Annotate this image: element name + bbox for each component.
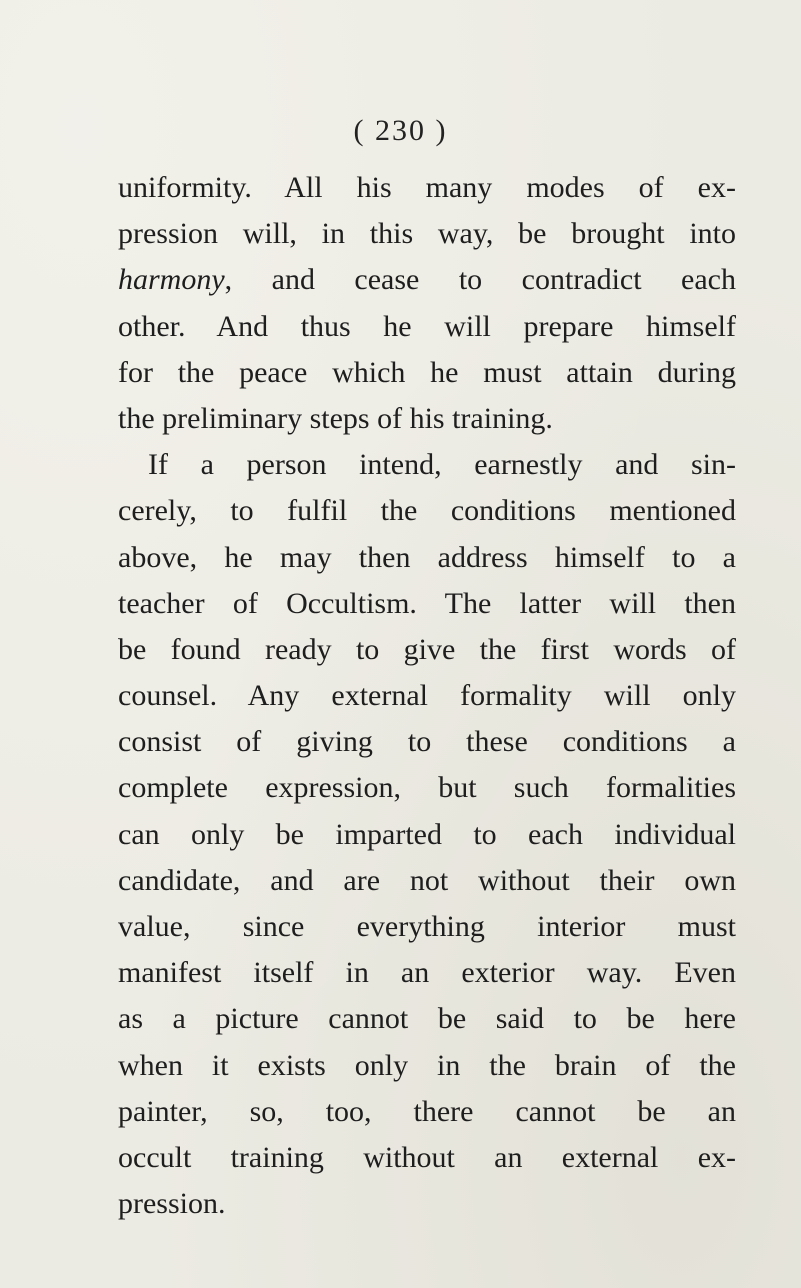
text-line: manifest itself in an exterior way. Even <box>118 956 736 990</box>
text-line: occult training without an external ex- <box>118 1140 736 1174</box>
text-line: painter, so, too, there cannot be an <box>118 1094 736 1128</box>
text-line: counsel. Any external formality will only <box>118 679 736 713</box>
text-line: pression will, in this way, be brought into <box>118 217 736 251</box>
text-line: cerely, to fulfil the conditions mentioned <box>118 494 736 528</box>
text-line: value, since everything interior must <box>118 910 736 943</box>
text-line: If a person intend, earnestly and sin- <box>148 448 736 482</box>
text-line: uniformity. All his many modes of ex- <box>118 171 736 204</box>
text-line <box>118 257 736 303</box>
text-line: teacher of Occultism. The latter will then <box>118 586 736 620</box>
text-line: pression. <box>118 1187 226 1221</box>
text-line: consist of giving to these conditions a <box>118 725 736 759</box>
text-line: can only be imparted to each individual <box>118 817 736 851</box>
text-line-rest: , and cease to contradict each <box>224 263 736 297</box>
text-line: when it exists only in the brain of the <box>118 1048 736 1082</box>
page-number: ( 230 ) <box>353 114 448 147</box>
body-text <box>118 165 736 1227</box>
text-line: above, he may then address himself to a <box>118 540 736 574</box>
text-line: the preliminary steps of his training. <box>118 401 553 435</box>
emphasized-word: harmony <box>118 263 225 297</box>
text-line: complete expression, but such formalities <box>118 771 736 805</box>
text-line: be found ready to give the first words of <box>118 632 736 666</box>
text-line: as a picture cannot be said to be here <box>118 1002 736 1036</box>
text-line: other. And thus he will prepare himself <box>118 309 736 343</box>
text-line: candidate, and are not without their own <box>118 863 736 897</box>
text-line: for the peace which he must attain during <box>118 355 736 389</box>
